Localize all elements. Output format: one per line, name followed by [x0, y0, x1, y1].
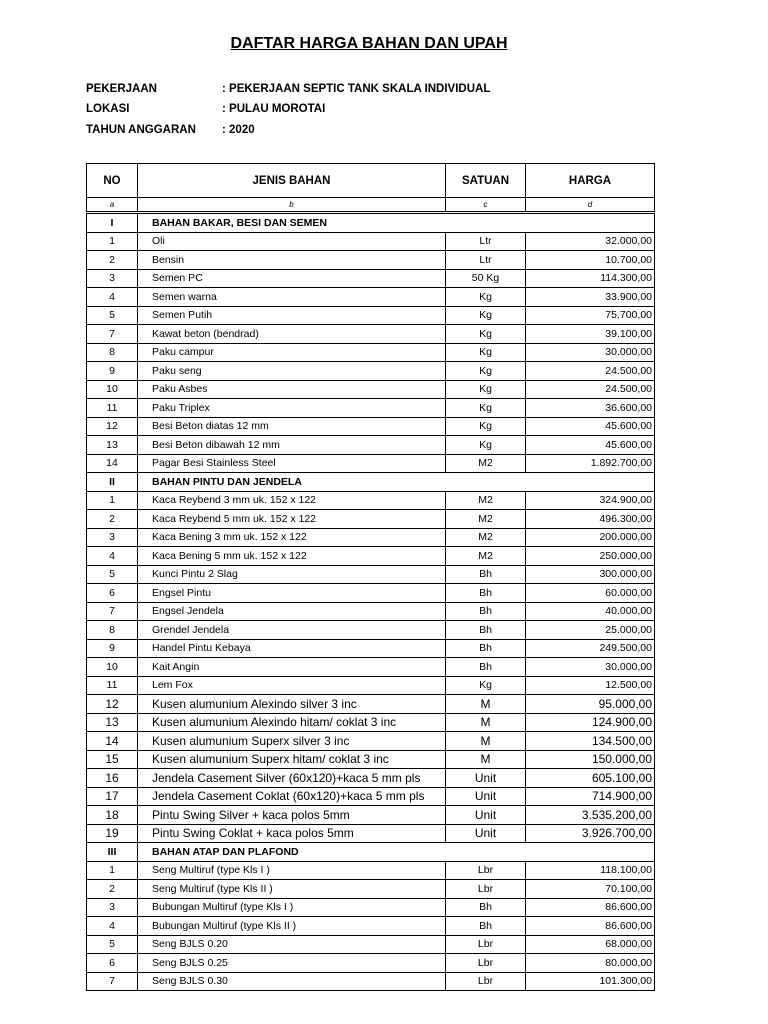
row-number: 5	[87, 306, 138, 325]
table-row	[87, 972, 655, 991]
material-name: Bubungan Multiruf (type Kls I )	[138, 898, 446, 917]
unit-cell: Bh	[446, 602, 526, 621]
table-row	[87, 584, 655, 603]
material-name: Engsel Jendela	[138, 602, 446, 621]
material-name: Seng Multiruf (type Kls I )	[138, 861, 446, 880]
unit-cell: Kg	[446, 380, 526, 399]
row-number: 15	[87, 750, 138, 769]
material-name: Besi Beton diatas 12 mm	[138, 417, 446, 436]
material-name: Kaca Reybend 3 mm uk. 152 x 122	[138, 491, 446, 510]
header-jenis-bahan: JENIS BAHAN	[138, 164, 446, 198]
unit-cell: Lbr	[446, 880, 526, 899]
row-number: 18	[87, 806, 138, 825]
material-name: Grendel Jendela	[138, 621, 446, 640]
price-cell: 39.100,00	[526, 325, 655, 344]
unit-cell: Kg	[446, 343, 526, 362]
row-number: 4	[87, 547, 138, 566]
price-cell: 45.600,00	[526, 436, 655, 455]
material-name: Besi Beton dibawah 12 mm	[138, 436, 446, 455]
unit-cell: M	[446, 750, 526, 769]
row-number: 19	[87, 824, 138, 843]
table-row	[87, 528, 655, 547]
table-row	[87, 510, 655, 529]
price-cell: 30.000,00	[526, 343, 655, 362]
row-number: 8	[87, 621, 138, 640]
price-cell: 33.900,00	[526, 288, 655, 307]
meta-value: : 2020	[222, 124, 255, 136]
material-name: Paku campur	[138, 343, 446, 362]
row-number: 2	[87, 880, 138, 899]
section-number: I	[87, 213, 138, 233]
price-cell: 60.000,00	[526, 584, 655, 603]
row-number: 14	[87, 732, 138, 751]
unit-cell: M2	[446, 454, 526, 473]
meta-row-tahun-anggaran	[86, 124, 255, 136]
material-name: Oli	[138, 232, 446, 251]
unit-cell: Bh	[446, 639, 526, 658]
material-name: Paku seng	[138, 362, 446, 381]
row-number: 3	[87, 898, 138, 917]
table-row	[87, 806, 655, 825]
section-number: III	[87, 843, 138, 862]
table-row	[87, 565, 655, 584]
row-number: 7	[87, 602, 138, 621]
column-letter-row	[87, 198, 655, 213]
table-row	[87, 306, 655, 325]
price-cell: 12.500,00	[526, 676, 655, 695]
material-name: Seng Multiruf (type Kls II )	[138, 880, 446, 899]
row-number: 17	[87, 787, 138, 806]
material-name: Paku Asbes	[138, 380, 446, 399]
row-number: 1	[87, 491, 138, 510]
material-name: Semen Putih	[138, 306, 446, 325]
price-cell: 24.500,00	[526, 380, 655, 399]
unit-cell: Kg	[446, 306, 526, 325]
material-name: Jendela Casement Silver (60x120)+kaca 5 mm pls	[138, 769, 446, 788]
unit-cell: Bh	[446, 621, 526, 640]
unit-cell: 50 Kg	[446, 269, 526, 288]
meta-label: TAHUN ANGGARAN	[86, 124, 196, 136]
meta-row-lokasi	[86, 103, 325, 115]
row-number: 10	[87, 380, 138, 399]
material-name: Kusen alumunium Alexindo hitam/ coklat 3 inc	[138, 713, 446, 732]
material-name: Seng BJLS 0.20	[138, 935, 446, 954]
price-cell: 86.600,00	[526, 898, 655, 917]
unit-cell: Ltr	[446, 251, 526, 270]
price-cell: 250.000,00	[526, 547, 655, 566]
table-row	[87, 602, 655, 621]
table-row	[87, 935, 655, 954]
unit-cell: Kg	[446, 436, 526, 455]
price-cell: 249.500,00	[526, 639, 655, 658]
unit-cell: Unit	[446, 824, 526, 843]
unit-cell: M	[446, 695, 526, 714]
price-cell: 86.600,00	[526, 917, 655, 936]
price-cell: 605.100,00	[526, 769, 655, 788]
price-cell: 101.300,00	[526, 972, 655, 991]
section-title: BAHAN PINTU DAN JENDELA	[138, 473, 655, 492]
unit-cell: Kg	[446, 399, 526, 418]
unit-cell: M2	[446, 547, 526, 566]
material-name: Kaca Reybend 5 mm uk. 152 x 122	[138, 510, 446, 529]
row-number: 14	[87, 454, 138, 473]
meta-label: PEKERJAAN	[86, 83, 157, 95]
unit-cell: Kg	[446, 288, 526, 307]
section-title: BAHAN BAKAR, BESI DAN SEMEN	[138, 213, 655, 233]
table-row	[87, 750, 655, 769]
material-name: Handel Pintu Kebaya	[138, 639, 446, 658]
table-header-row	[87, 164, 655, 198]
meta-value: : PEKERJAAN SEPTIC TANK SKALA INDIVIDUAL	[222, 83, 491, 95]
row-number: 16	[87, 769, 138, 788]
table-row	[87, 621, 655, 640]
unit-cell: Unit	[446, 806, 526, 825]
price-cell: 300.000,00	[526, 565, 655, 584]
row-number: 4	[87, 917, 138, 936]
material-name: Engsel Pintu	[138, 584, 446, 603]
material-name: Jendela Casement Coklat (60x120)+kaca 5 mm pls	[138, 787, 446, 806]
column-letter: a	[87, 198, 138, 213]
table-row	[87, 787, 655, 806]
material-name: Kunci Pintu 2 Slag	[138, 565, 446, 584]
unit-cell: M2	[446, 528, 526, 547]
meta-value: : PULAU MOROTAI	[222, 103, 326, 115]
unit-cell: Bh	[446, 898, 526, 917]
unit-cell: Kg	[446, 676, 526, 695]
column-letter: d	[526, 198, 655, 213]
row-number: 7	[87, 972, 138, 991]
table-row	[87, 898, 655, 917]
table-row	[87, 362, 655, 381]
row-number: 7	[87, 325, 138, 344]
unit-cell: M	[446, 732, 526, 751]
unit-cell: Bh	[446, 658, 526, 677]
column-letter: c	[446, 198, 526, 213]
material-name: Pintu Swing Coklat + kaca polos 5mm	[138, 824, 446, 843]
table-row	[87, 658, 655, 677]
row-number: 12	[87, 695, 138, 714]
row-number: 6	[87, 954, 138, 973]
price-cell: 70.100,00	[526, 880, 655, 899]
unit-cell: Ltr	[446, 232, 526, 251]
price-cell: 114.300,00	[526, 269, 655, 288]
table-row	[87, 676, 655, 695]
row-number: 13	[87, 436, 138, 455]
table-row	[87, 713, 655, 732]
unit-cell: M2	[446, 491, 526, 510]
table-row	[87, 639, 655, 658]
row-number: 1	[87, 861, 138, 880]
unit-cell: Lbr	[446, 935, 526, 954]
price-cell: 36.600,00	[526, 399, 655, 418]
price-cell: 75.700,00	[526, 306, 655, 325]
price-cell: 134.500,00	[526, 732, 655, 751]
price-table	[86, 163, 655, 991]
row-number: 5	[87, 565, 138, 584]
row-number: 11	[87, 399, 138, 418]
table-row	[87, 824, 655, 843]
page-title: DAFTAR HARGA BAHAN DAN UPAH	[230, 35, 508, 52]
table-row	[87, 417, 655, 436]
price-cell: 124.900,00	[526, 713, 655, 732]
section-number: II	[87, 473, 138, 492]
row-number: 3	[87, 528, 138, 547]
section-header-row	[87, 473, 655, 492]
unit-cell: M	[446, 713, 526, 732]
unit-cell: Unit	[446, 769, 526, 788]
material-name: Seng BJLS 0.30	[138, 972, 446, 991]
table-row	[87, 343, 655, 362]
price-cell: 24.500,00	[526, 362, 655, 381]
table-row	[87, 436, 655, 455]
price-cell: 40.000,00	[526, 602, 655, 621]
row-number: 9	[87, 639, 138, 658]
material-name: Pintu Swing Silver + kaca polos 5mm	[138, 806, 446, 825]
row-number: 10	[87, 658, 138, 677]
row-number: 13	[87, 713, 138, 732]
row-number: 12	[87, 417, 138, 436]
unit-cell: M2	[446, 510, 526, 529]
row-number: 3	[87, 269, 138, 288]
table-row	[87, 547, 655, 566]
table-row	[87, 695, 655, 714]
row-number: 2	[87, 510, 138, 529]
section-header-row	[87, 213, 655, 233]
material-name: Kawat beton (bendrad)	[138, 325, 446, 344]
price-cell: 118.100,00	[526, 861, 655, 880]
unit-cell: Lbr	[446, 954, 526, 973]
material-name: Kaca Bening 3 mm uk. 152 x 122	[138, 528, 446, 547]
table-row	[87, 232, 655, 251]
material-name: Kusen alumunium Alexindo silver 3 inc	[138, 695, 446, 714]
unit-cell: Bh	[446, 565, 526, 584]
table-row	[87, 399, 655, 418]
table-row	[87, 880, 655, 899]
row-number: 2	[87, 251, 138, 270]
material-name: Kaca Bening 5 mm uk. 152 x 122	[138, 547, 446, 566]
header-satuan: SATUAN	[446, 164, 526, 198]
material-name: Paku Triplex	[138, 399, 446, 418]
material-name: Kait Angin	[138, 658, 446, 677]
table-row	[87, 269, 655, 288]
material-name: Semen PC	[138, 269, 446, 288]
unit-cell: Kg	[446, 417, 526, 436]
table-row	[87, 769, 655, 788]
price-cell: 1.892.700,00	[526, 454, 655, 473]
price-cell: 68.000,00	[526, 935, 655, 954]
price-cell: 45.600,00	[526, 417, 655, 436]
price-cell: 95.000,00	[526, 695, 655, 714]
material-name: Lem Fox	[138, 676, 446, 695]
table-row	[87, 454, 655, 473]
table-body	[87, 213, 655, 991]
material-name: Semen warna	[138, 288, 446, 307]
unit-cell: Unit	[446, 787, 526, 806]
material-name: Bensin	[138, 251, 446, 270]
price-cell: 324.900,00	[526, 491, 655, 510]
unit-cell: Kg	[446, 362, 526, 381]
row-number: 9	[87, 362, 138, 381]
unit-cell: Lbr	[446, 861, 526, 880]
price-cell: 714.900,00	[526, 787, 655, 806]
table-row	[87, 325, 655, 344]
price-cell: 3.535.200,00	[526, 806, 655, 825]
material-name: Pagar Besi Stainless Steel	[138, 454, 446, 473]
material-name: Bubungan Multiruf (type Kls II )	[138, 917, 446, 936]
row-number: 11	[87, 676, 138, 695]
material-name: Kusen alumunium Superx silver 3 inc	[138, 732, 446, 751]
unit-cell: Bh	[446, 917, 526, 936]
material-name: Kusen alumunium Superx hitam/ coklat 3 inc	[138, 750, 446, 769]
unit-cell: Kg	[446, 325, 526, 344]
column-letter: b	[138, 198, 446, 213]
section-title: BAHAN ATAP DAN PLAFOND	[138, 843, 655, 862]
table-row	[87, 251, 655, 270]
row-number: 8	[87, 343, 138, 362]
row-number: 1	[87, 232, 138, 251]
table-row	[87, 288, 655, 307]
unit-cell: Lbr	[446, 972, 526, 991]
table-row	[87, 954, 655, 973]
price-cell: 30.000,00	[526, 658, 655, 677]
row-number: 6	[87, 584, 138, 603]
price-cell: 496.300,00	[526, 510, 655, 529]
meta-row-pekerjaan	[86, 83, 490, 95]
table-row	[87, 861, 655, 880]
price-cell: 80.000,00	[526, 954, 655, 973]
table-row	[87, 917, 655, 936]
header-harga: HARGA	[526, 164, 655, 198]
row-number: 5	[87, 935, 138, 954]
unit-cell: Bh	[446, 584, 526, 603]
header-no: NO	[87, 164, 138, 198]
table-row	[87, 491, 655, 510]
price-cell: 25.000,00	[526, 621, 655, 640]
table-row	[87, 732, 655, 751]
price-cell: 10.700,00	[526, 251, 655, 270]
price-cell: 200.000,00	[526, 528, 655, 547]
section-header-row	[87, 843, 655, 862]
row-number: 4	[87, 288, 138, 307]
table-row	[87, 380, 655, 399]
price-cell: 150.000,00	[526, 750, 655, 769]
price-cell: 3.926.700,00	[526, 824, 655, 843]
material-name: Seng BJLS 0.25	[138, 954, 446, 973]
meta-label: LOKASI	[86, 103, 130, 115]
price-cell: 32.000,00	[526, 232, 655, 251]
